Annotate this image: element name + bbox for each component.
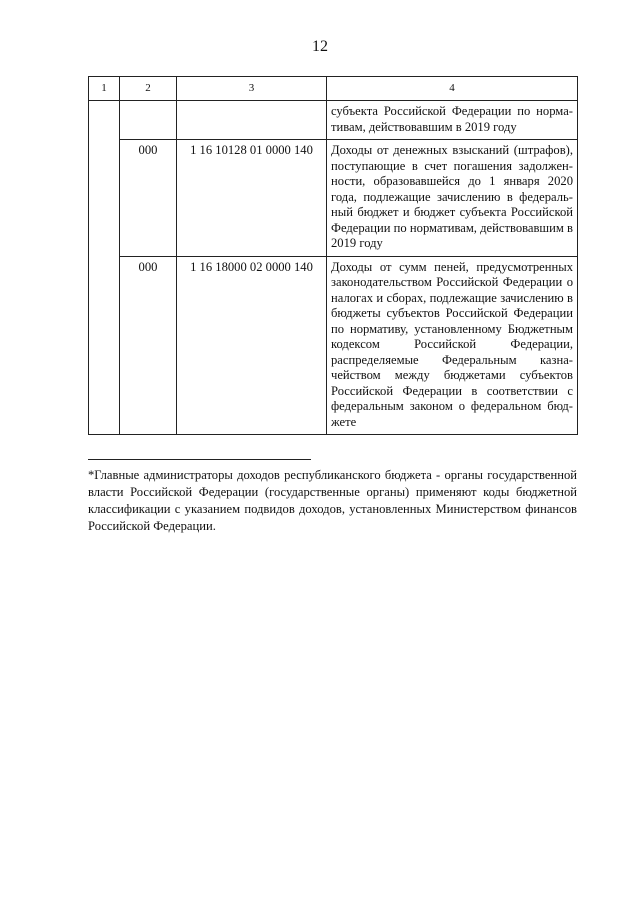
description-cell: Доходы от денежных взысканий (штрафов), поступающие в счет погашения задолженности, образовавшейся до 1 января 2020 года, подлежащие зачислению в федеральный бюджет и бюджет субъекта Российской Федерации по нормативам, действовавшим в 2019 году xyxy=(327,140,578,257)
page-number: 12 xyxy=(312,38,328,55)
group-code-cell: 000 xyxy=(120,140,177,257)
budget-codes-table xyxy=(88,76,578,435)
table-row xyxy=(89,256,578,435)
group-code-cell: 000 xyxy=(120,256,177,435)
budget-code-cell: 1 16 10128 01 0000 140 xyxy=(177,140,327,257)
table-row xyxy=(89,101,578,140)
description-cell: Доходы от сумм пеней, предусмотренных законодательством Российской Федерации о налогах и сборах, подлежащие зачислению в бюджеты субъектов Российской Федерации по нормативу, установленному Бюджетным кодексом Российской Федерации, распределяемые Федеральным казначейством между бюджетами субъектов Российской Федерации в соответствии с федеральным законом о федеральном бюджете xyxy=(327,256,578,435)
column-header-1: 1 xyxy=(89,77,120,101)
budget-code-cell xyxy=(177,101,327,140)
table-header-row xyxy=(89,77,578,101)
column-header-3: 3 xyxy=(177,77,327,101)
column-header-2: 2 xyxy=(120,77,177,101)
group-code-cell xyxy=(120,101,177,140)
admin-code-cell xyxy=(89,101,120,435)
column-header-4: 4 xyxy=(327,77,578,101)
description-cell: субъекта Российской Федерации по нормативам, действовавшим в 2019 году xyxy=(327,101,578,140)
table-row xyxy=(89,140,578,257)
footnote-divider xyxy=(88,459,311,460)
budget-code-cell: 1 16 18000 02 0000 140 xyxy=(177,256,327,435)
footnote-text: *Главные администраторы доходов республиканского бюджета - органы государственной власти Российской Федерации (государственные органы) применяют коды бюджетной классификации с указанием подвидов доходов, установленных Министерством финансов Российской Федерации. xyxy=(88,468,577,533)
